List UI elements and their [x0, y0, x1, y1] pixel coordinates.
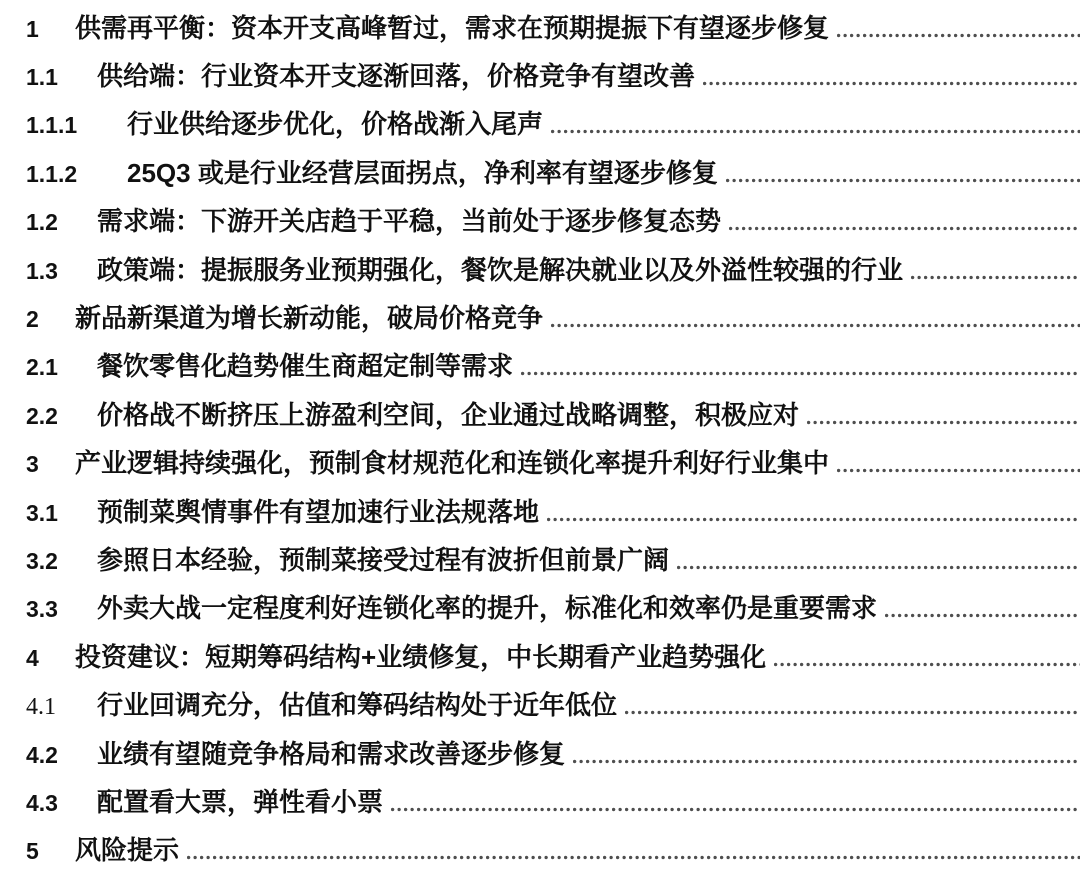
- toc-entry[interactable]: [0, 631, 1080, 679]
- entry-title: 新品新渠道为增长新动能，破局价格竞争: [75, 303, 544, 334]
- toc-entry[interactable]: [0, 244, 1080, 292]
- entry-title: 配置看大票，弹性看小票: [97, 786, 384, 817]
- entry-number: 4.2: [26, 741, 58, 768]
- entry-number: 1: [26, 15, 39, 42]
- dot-leader: [837, 33, 1080, 38]
- dot-leader: [547, 517, 1080, 522]
- toc-entry[interactable]: [0, 534, 1080, 582]
- toc-entry-line: [26, 830, 1080, 867]
- toc-entry-line: [26, 395, 1080, 432]
- entry-number: 1.1.2: [26, 160, 78, 187]
- entry-number: 3.1: [26, 499, 58, 526]
- toc-entry-line: [26, 637, 1080, 674]
- toc-entry-line: [26, 346, 1080, 383]
- toc-entry-line: [26, 540, 1080, 577]
- entry-title: 业绩有望随竞争格局和需求改善逐步修复: [97, 738, 566, 769]
- dot-leader: [774, 662, 1080, 667]
- toc-entry[interactable]: [0, 147, 1080, 195]
- toc-entry-line: [26, 298, 1080, 335]
- dot-leader: [729, 226, 1080, 231]
- entry-number: 3.2: [26, 547, 58, 574]
- toc-entry-line: [26, 588, 1080, 625]
- dot-leader: [911, 275, 1080, 280]
- toc-entry[interactable]: [0, 292, 1080, 340]
- entry-title: 行业回调充分，估值和筹码结构处于近年低位: [97, 690, 618, 721]
- toc-entry[interactable]: [0, 776, 1080, 824]
- entry-number: 3.3: [26, 596, 58, 623]
- toc-entry[interactable]: [0, 389, 1080, 437]
- toc-entry-line: [26, 734, 1080, 771]
- dot-leader: [885, 613, 1080, 618]
- entry-number: 5: [26, 838, 39, 865]
- entry-title: 餐饮零售化趋势催生商超定制等需求: [97, 351, 514, 382]
- dot-leader: [703, 81, 1080, 86]
- entry-number: 2.1: [26, 354, 58, 381]
- entry-title: 行业供给逐步优化，价格战渐入尾声: [127, 109, 544, 140]
- toc-entry[interactable]: [0, 486, 1080, 534]
- toc-entry[interactable]: [0, 341, 1080, 389]
- toc-entry-line: [26, 201, 1080, 238]
- toc-entry[interactable]: [0, 99, 1080, 147]
- toc-entry[interactable]: [0, 679, 1080, 727]
- toc-entry[interactable]: [0, 825, 1080, 873]
- entry-title: 风险提示: [75, 835, 180, 866]
- entry-title: 预制菜舆情事件有望加速行业法规落地: [97, 496, 540, 527]
- entry-number: 4: [26, 644, 39, 671]
- entry-title: 25Q3 或是行业经营层面拐点，净利率有望逐步修复: [127, 157, 718, 188]
- entry-number: 4.1: [26, 694, 56, 721]
- dot-leader: [187, 855, 1080, 860]
- entry-number: 2.2: [26, 402, 58, 429]
- entry-number: 1.3: [26, 257, 58, 284]
- entry-title: 供需再平衡：资本开支高峰暂过，需求在预期提振下有望逐步修复: [75, 12, 830, 43]
- entry-title: 产业逻辑持续强化，预制食材规范化和连锁化率提升利好行业集中: [75, 448, 830, 479]
- entry-title: 需求端：下游开关店趋于平稳，当前处于逐步修复态势: [97, 206, 722, 237]
- dot-leader: [807, 420, 1080, 425]
- dot-leader: [391, 807, 1080, 812]
- dot-leader: [551, 129, 1080, 134]
- entry-number: 1.1.1: [26, 112, 78, 139]
- toc-entry-line: [26, 153, 1080, 190]
- dot-leader: [573, 759, 1080, 764]
- toc-entry[interactable]: [0, 196, 1080, 244]
- toc-entry[interactable]: [0, 50, 1080, 98]
- toc-entry-line: [26, 8, 1080, 45]
- toc-entry-line: [26, 250, 1080, 287]
- toc-entry[interactable]: [0, 728, 1080, 776]
- entry-title: 外卖大战一定程度利好连锁化率的提升，标准化和效率仍是重要需求: [97, 593, 878, 624]
- dot-leader: [625, 710, 1080, 715]
- dot-leader: [677, 565, 1080, 570]
- entry-number: 3: [26, 451, 39, 478]
- dot-leader: [726, 178, 1080, 183]
- dot-leader: [551, 323, 1080, 328]
- entry-title: 参照日本经验，预制菜接受过程有波折但前景广阔: [97, 544, 670, 575]
- toc-entry[interactable]: [0, 438, 1080, 486]
- toc-entry[interactable]: [0, 583, 1080, 631]
- dot-leader: [837, 468, 1080, 473]
- toc-entry-line: [26, 104, 1080, 141]
- toc-entry-line: [26, 56, 1080, 93]
- toc-entry-line: [26, 685, 1080, 722]
- toc-entry[interactable]: [0, 2, 1080, 50]
- entry-number: 1.2: [26, 209, 58, 236]
- toc-entry-line: [26, 492, 1080, 529]
- entry-number: 4.3: [26, 789, 58, 816]
- entry-number: 1.1: [26, 64, 58, 91]
- toc-entry-line: [26, 443, 1080, 480]
- entry-title: 供给端：行业资本开支逐渐回落，价格竞争有望改善: [97, 61, 696, 92]
- dot-leader: [521, 371, 1080, 376]
- entry-title: 价格战不断挤压上游盈利空间，企业通过战略调整，积极应对: [97, 399, 800, 430]
- toc-entry-line: [26, 782, 1080, 819]
- entry-title: 投资建议：短期筹码结构+业绩修复，中长期看产业趋势强化: [75, 641, 767, 672]
- entry-title: 政策端：提振服务业预期强化，餐饮是解决就业以及外溢性较强的行业: [97, 254, 904, 285]
- entry-number: 2: [26, 306, 39, 333]
